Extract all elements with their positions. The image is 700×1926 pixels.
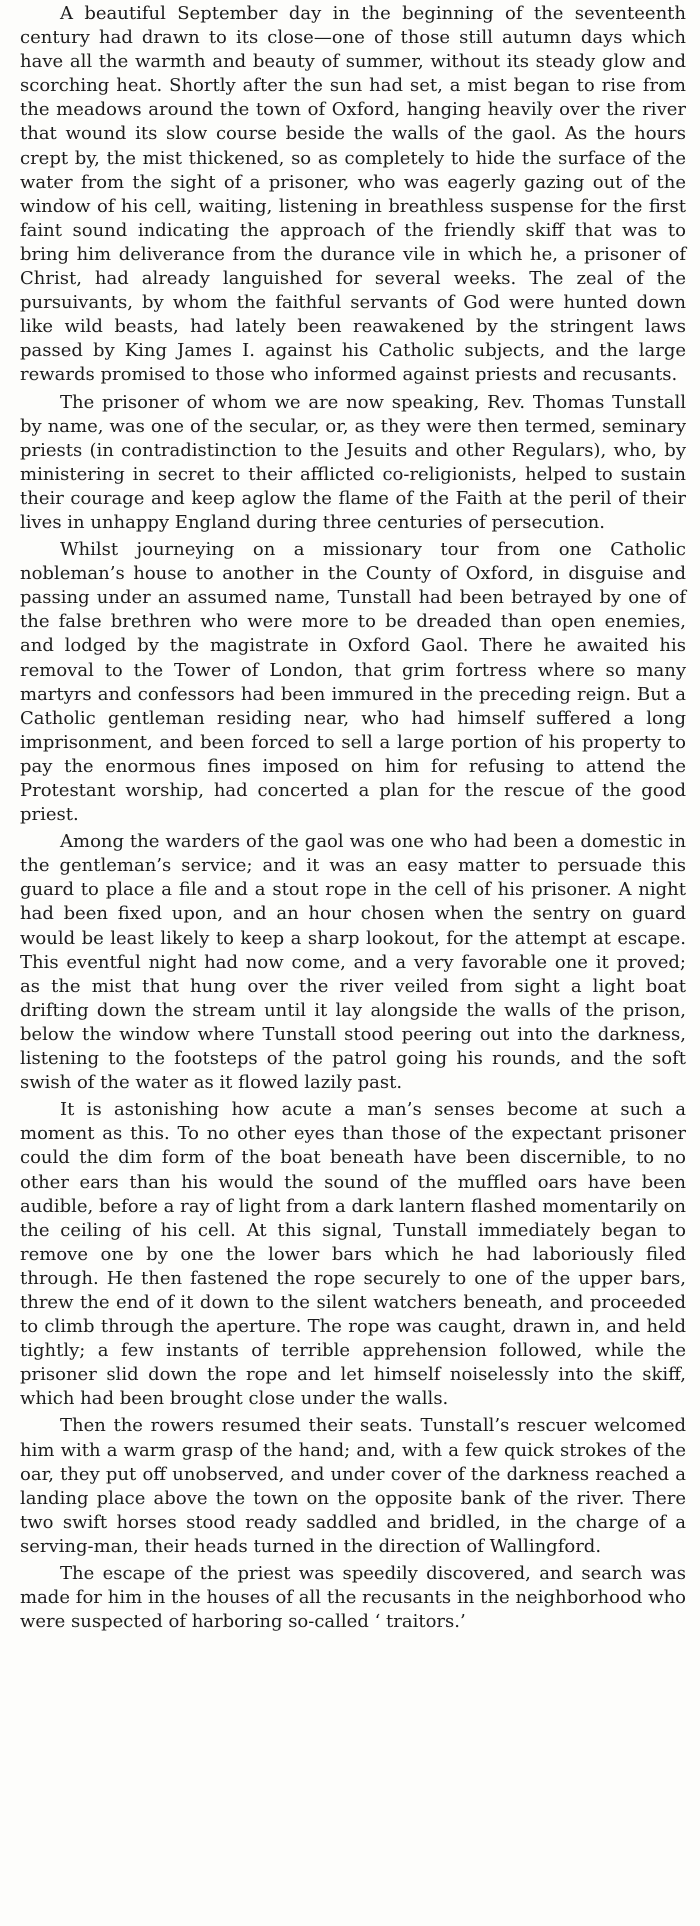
paragraph-search: The escape of the priest was speedily discovered, and search was made for him in the houses of all the recusants in the neighborhood who were suspected of harboring so-called ‘ traitors.’	[20, 1563, 686, 1633]
paragraph-descent: It is astonishing how acute a man’s senses become at such a moment as this. To no other eyes than those of the expectant prisoner could the dim form of the boat beneath have been discernible, to no other ears than his would the sound of the muffled oars have been audible, before a ray of light from a dark lantern flashed momentarily on the ceiling of his cell. At this signal, Tunstall immediately began to remove one by one the lower bars which he had laboriously filed through. He then fastened the rope securely to one of the upper bars, threw the end of it down to the silent watchers beneath, and proceeded to climb through the aperture. The rope was caught, drawn in, and held tightly; a few instants of terrible apprehension followed, while the prisoner slid down the rope and let himself noiselessly into the skiff, which had been brought close under the walls.	[20, 1099, 686, 1410]
paragraph-escape-plan: Among the warders of the gaol was one who had been a domestic in the gentleman’s service; and it was an easy matter to persuade this guard to place a file and a stout rope in the cell of his prisoner. A night had been fixed upon, and an hour chosen when the sentry on guard would be least likely to keep a sharp lookout, for the attempt at escape. This eventful night had now come, and a very favorable one it proved; as the mist that hung over the river veiled from sight a light boat drifting down the stream until it lay alongside the walls of the prison, below the window where Tunstall stood peering out into the darkness, listening to the footsteps of the patrol going his rounds, and the soft swish of the water as it flowed lazily past.	[20, 831, 686, 1094]
paragraph-betrayal: Whilst journeying on a missionary tour from one Catholic nobleman’s house to another in the County of Oxford, in disguise and passing under an assumed name, Tunstall had been betrayed by one of the false brethren who were more to be dreaded than open enemies, and lodged by the magistrate in Oxford Gaol. There he awaited his removal to the Tower of London, that grim fortress where so many martyrs and confessors had been immured in the preceding reign. But a Catholic gentleman residing near, who had himself suffered a long imprisonment, and been forced to sell a large portion of his property to pay the enormous fines imposed on him for refusing to attend the Protestant worship, had concerted a plan for the rescue of the good priest.	[20, 539, 686, 826]
paragraph-september-evening: A beautiful September day in the beginning of the seventeenth century had drawn to its close—one of those still autumn days which have all the warmth and beauty of summer, without its steady glow and scorching heat. Shortly after the sun had set, a mist began to rise from the meadows around the town of Oxford, hanging heavily over the river that wound its slow course beside the walls of the gaol. As the hours crept by, the mist thickened, so as completely to hide the surface of the water from the sight of a prisoner, who was eagerly gazing out of the window of his cell, waiting, listening in breathless suspense for the first faint sound indicating the approach of the friendly skiff that was to bring him deliverance from the durance vile in which he, a prisoner of Christ, had already languished for several weeks. The zeal of the pursuivants, by whom the faithful servants of God were hunted down like wild beasts, had lately been reawakened by the stringent laws passed by King James I. against his Catholic subjects, and the large rewards promised to those who informed against priests and recusants.	[20, 3, 686, 386]
paragraph-prisoner-tunstall: The prisoner of whom we are now speaking, Rev. Thomas Tunstall by name, was one of the secular, or, as they were then termed, seminary priests (in contradistinction to the Jesuits and other Regulars), who, by ministering in secret to their afflicted co-religionists, helped to sustain their courage and keep aglow the flame of the Faith at the peril of their lives in unhappy England during three centuries of persecution.	[20, 391, 686, 533]
paragraph-rowers: Then the rowers resumed their seats. Tunstall’s rescuer welcomed him with a warm grasp of the hand; and, with a few quick strokes of the oar, they put off unobserved, and under cover of the darkness reached a landing place above the town on the opposite bank of the river. There two swift horses stood ready saddled and bridled, in the charge of a serving-man, their heads turned in the direction of Wallingford.	[20, 1415, 686, 1557]
text-column	[20, 2, 686, 1637]
